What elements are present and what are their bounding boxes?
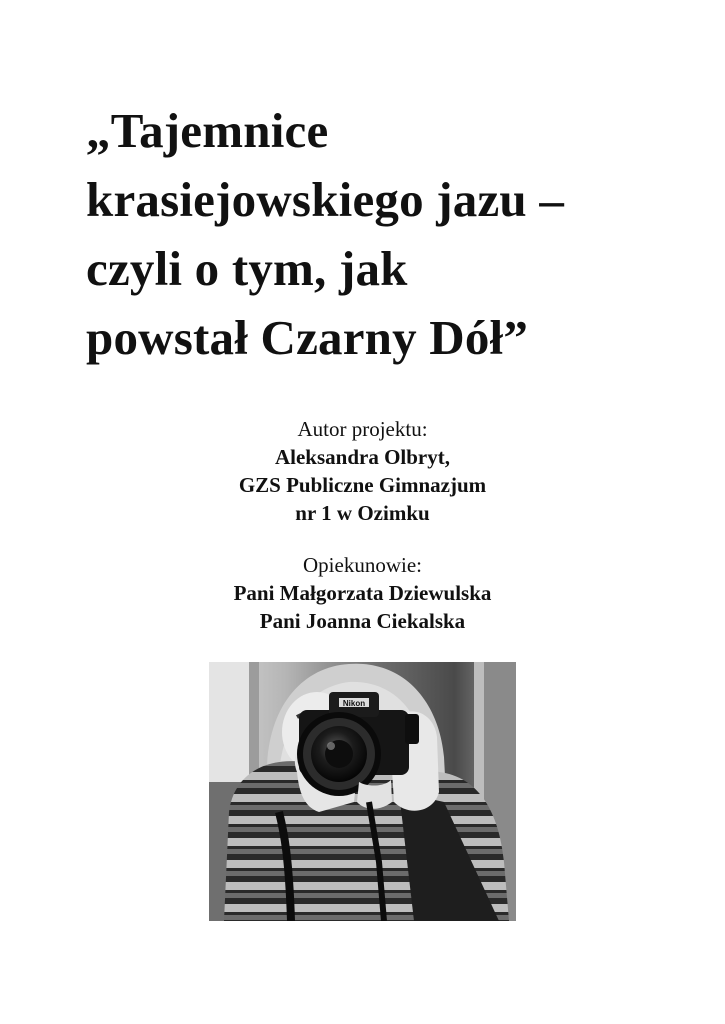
document-title: [86, 96, 686, 372]
cover-photo: [209, 662, 516, 921]
author-school: GZS Publiczne Gimnazjum: [238, 473, 487, 497]
author-label: Autor projektu:: [297, 417, 428, 441]
guardians-label: Opiekunowie:: [303, 553, 422, 577]
guardian-name: Pani Małgorzata Dziewulska: [233, 581, 492, 605]
title-line: powstał Czarny Dół”: [86, 310, 529, 365]
author-school-location: nr 1 w Ozimku: [295, 501, 430, 525]
title-line: „Tajemnice: [86, 103, 329, 158]
guardian-name: Pani Joanna Ciekalska: [259, 609, 466, 633]
title-line: krasiejowskiego jazu –: [86, 172, 565, 227]
camera-brand-text: Nikon: [342, 699, 366, 708]
author-block: [0, 415, 725, 527]
title-line: czyli o tym, jak: [86, 241, 408, 296]
guardians-block: [0, 551, 725, 635]
author-name: Aleksandra Olbryt,: [274, 445, 450, 469]
